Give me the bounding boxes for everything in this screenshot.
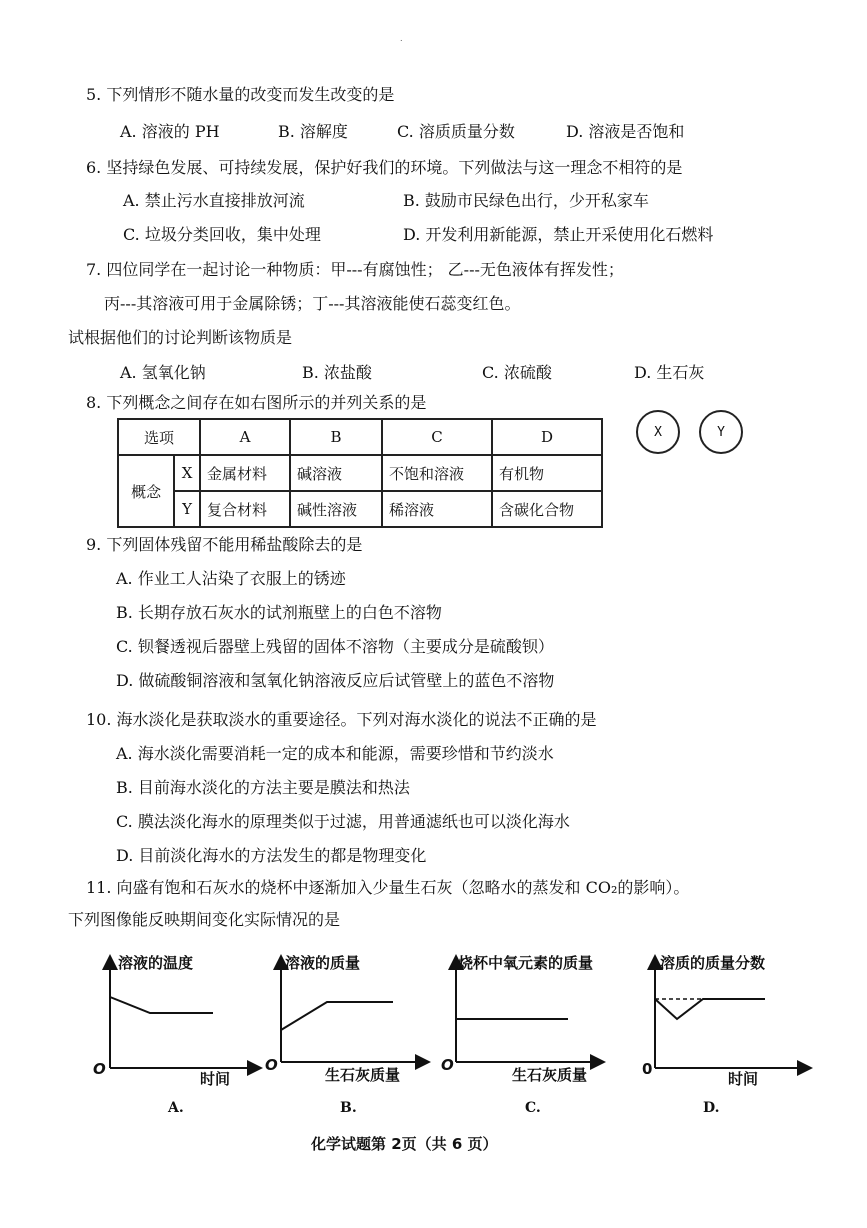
q6-stem: 6. 坚持绿色发展、可持续发展，保护好我们的环境。下列做法与这一理念不相符的是 [86, 158, 683, 177]
q7-line3: 试根据他们的讨论判断该物质是 [68, 328, 293, 347]
q10-stem: 10. 海水淡化是获取淡水的重要途径。下列对海水淡化的说法不正确的是 [86, 710, 597, 729]
graph-d-ylabel: 溶质的质量分数 [660, 954, 766, 972]
table-header-cell: C [382, 419, 492, 455]
table-cell: 含碳化合物 [492, 491, 602, 527]
graph-d-curve [655, 999, 765, 1019]
scan-mark: . [400, 34, 403, 43]
graph-a-xlabel: 时间 [200, 1070, 231, 1088]
graph-b-ylabel: 溶液的质量 [285, 954, 361, 972]
q6-option-c: C. 垃圾分类回收，集中处理 [123, 225, 321, 244]
table-row [118, 491, 602, 527]
circle-y: Y [699, 410, 743, 454]
table-group-label: 概念 [118, 455, 174, 527]
graph-b-origin: O [265, 1056, 278, 1074]
q11-line2: 下列图像能反映期间变化实际情况的是 [68, 910, 341, 929]
page-footer: 化学试题第 2页（共 6 页） [311, 1135, 498, 1153]
graph-c-caption: C. [525, 1100, 541, 1116]
q9-option-d: D. 做硫酸铜溶液和氢氧化钠溶液反应后试管壁上的蓝色不溶物 [116, 671, 555, 690]
q7-option-c: C. 浓硫酸 [482, 363, 552, 382]
q10-option-d: D. 目前淡化海水的方法发生的都是物理变化 [116, 846, 427, 865]
table-row-key: X [174, 455, 200, 491]
table-cell: 碱性溶液 [290, 491, 382, 527]
q10-option-a: A. 海水淡化需要消耗一定的成本和能源，需要珍惜和节约淡水 [116, 744, 554, 763]
q10-option-b: B. 目前海水淡化的方法主要是膜法和热法 [116, 778, 410, 797]
graph-b-xlabel: 生石灰质量 [325, 1066, 401, 1084]
q7-option-d: D. 生石灰 [634, 363, 705, 382]
table-cell: 金属材料 [200, 455, 290, 491]
q10-option-c: C. 膜法淡化海水的原理类似于过滤，用普通滤纸也可以淡化海水 [116, 812, 570, 831]
table-header-row [118, 419, 602, 455]
q5-option-c: C. 溶质质量分数 [397, 122, 515, 141]
q7-line2: 丙---其溶液可用于金属除锈；丁---其溶液能使石蕊变红色。 [104, 294, 521, 313]
table-cell: 碱溶液 [290, 455, 382, 491]
graph-a-caption: A. [168, 1100, 184, 1116]
graph-c-xlabel: 生石灰质量 [512, 1066, 588, 1084]
table-header-cell: B [290, 419, 382, 455]
q9-option-a: A. 作业工人沾染了衣服上的锈迹 [116, 569, 346, 588]
q6-option-d: D. 开发利用新能源，禁止开采使用化石燃料 [403, 225, 714, 244]
table-header-cell: A [200, 419, 290, 455]
q9-stem: 9. 下列固体残留不能用稀盐酸除去的是 [86, 535, 363, 554]
graph-d-xlabel: 时间 [728, 1070, 759, 1088]
table-row [118, 455, 602, 491]
q9-option-c: C. 钡餐透视后器壁上残留的固体不溶物（主要成分是硫酸钡） [116, 637, 554, 656]
circle-x: X [636, 410, 680, 454]
q8-stem: 8. 下列概念之间存在如右图所示的并列关系的是 [86, 393, 427, 412]
q5-stem: 5. 下列情形不随水量的改变而发生改变的是 [86, 85, 395, 104]
q6-option-a: A. 禁止污水直接排放河流 [123, 191, 305, 210]
table-header-cell: D [492, 419, 602, 455]
q6-option-b: B. 鼓励市民绿色出行，少开私家车 [403, 191, 649, 210]
graph-c-ylabel: 烧杯中氧元素的质量 [458, 954, 594, 972]
table-header-cell: 选项 [118, 419, 200, 455]
graph-a-ylabel: 溶液的温度 [118, 954, 194, 972]
q9-option-b: B. 长期存放石灰水的试剂瓶壁上的白色不溶物 [116, 603, 442, 622]
q11-stem: 11. 向盛有饱和石灰水的烧杯中逐渐加入少量生石灰（忽略水的蒸发和 CO₂的影响）。 [86, 878, 690, 897]
table-row-key: Y [174, 491, 200, 527]
concept-table [117, 418, 603, 528]
q5-option-a: A. 溶液的 PH [120, 122, 220, 141]
graph-d-origin: 0 [642, 1060, 653, 1078]
table-cell: 稀溶液 [382, 491, 492, 527]
graph-d-caption: D. [703, 1100, 720, 1116]
table-cell: 复合材料 [200, 491, 290, 527]
q7-stem: 7. 四位同学在一起讨论一种物质：甲---有腐蚀性； 乙---无色液体有挥发性； [86, 260, 624, 279]
q5-option-d: D. 溶液是否饱和 [566, 122, 685, 141]
graph-b-caption: B. [340, 1100, 357, 1116]
graph-b-curve [281, 1002, 393, 1030]
graph-c-origin: O [441, 1056, 454, 1074]
graph-a-curve [110, 997, 213, 1013]
q7-option-b: B. 浓盐酸 [302, 363, 372, 382]
graph-a-origin: O [93, 1060, 106, 1078]
q5-option-b: B. 溶解度 [278, 122, 348, 141]
table-cell: 有机物 [492, 455, 602, 491]
table-cell: 不饱和溶液 [382, 455, 492, 491]
q7-option-a: A. 氢氧化钠 [120, 363, 206, 382]
